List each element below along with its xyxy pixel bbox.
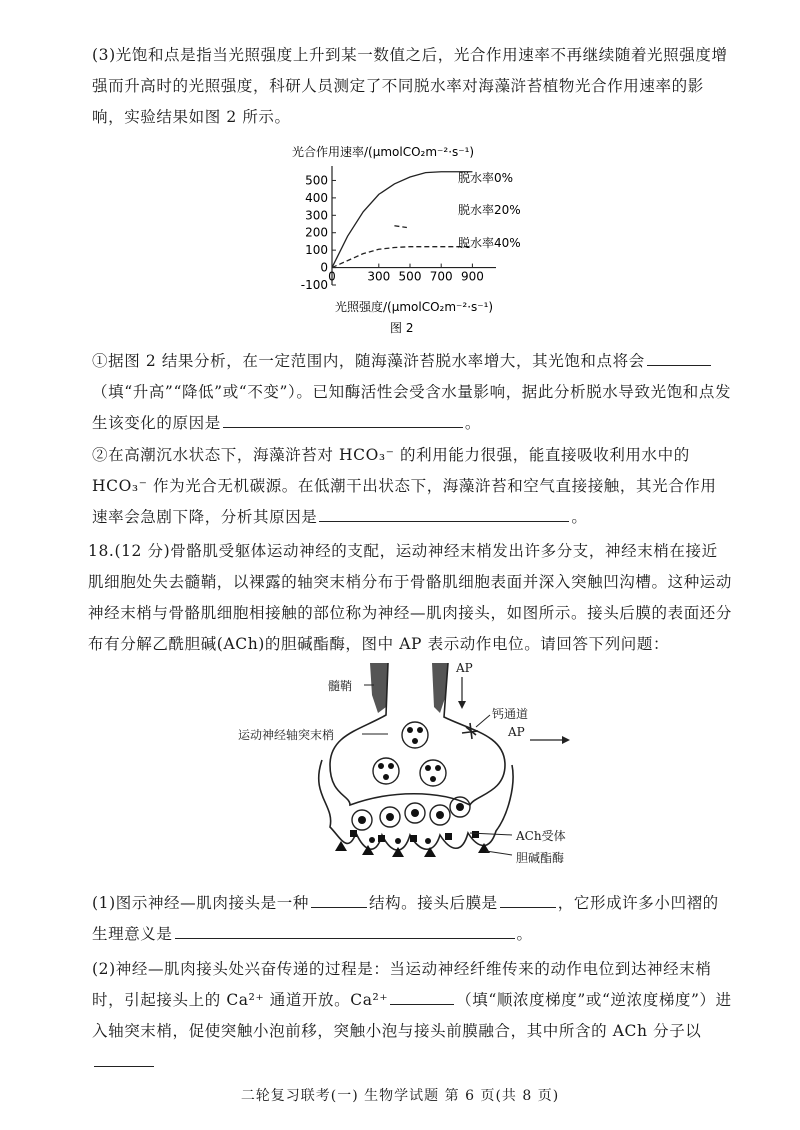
answer-blank[interactable]: [311, 889, 367, 908]
label-cholinesterase: 胆碱酯酶: [516, 851, 565, 865]
nmj-diagram: [0, 655, 800, 880]
q18-intro: 18.(12 分)骨骼肌受躯体运动神经的支配，运动神经末梢发出许多分支，神经末梢在接近肌细胞处失去髓鞘，以裸露的轴突末梢分布于骨骼肌细胞表面并深入突触凹沟槽。这种运动神经末梢与骨骼肌细胞相接触的部位称为神经—肌肉接头，如图所示。接头后膜的表面还分布有分解乙酰胆碱(ACh)的胆碱酯酶，图中 AP 表示动作电位。请回答下列问题：: [88, 542, 733, 653]
q18-sub2: [92, 954, 732, 1078]
y-tick-label: -100: [300, 278, 328, 292]
label-ach-receptor: ACh受体: [516, 829, 566, 843]
q3-sub1-end: 。: [464, 414, 481, 432]
q3-sub1-text: ①据图 2 结果分析，在一定范围内，随海藻浒苔脱水率增大，其光饱和点将会: [92, 352, 645, 370]
label-ap-top: AP: [456, 661, 473, 675]
q3-sub2-end: 。: [571, 508, 588, 526]
q3-intro: (3)光饱和点是指当光照强度上升到某一数值之后，光合作用速率不再继续随着光照强度增强而升高时的光照强度，科研人员测定了不同脱水率对海藻浒苔植物光合作用速率的影响，实验结果如图 2 所示。: [92, 46, 728, 126]
series-line: [332, 172, 472, 268]
label-ap-right: AP: [508, 725, 525, 739]
x-tick-label: 900: [460, 269, 484, 284]
label-calcium-channel: 钙通道: [492, 707, 529, 721]
chart-xlabel: 光照强度/(μmolCO₂m⁻²·s⁻¹): [335, 300, 494, 314]
series-line: [394, 226, 406, 228]
x-tick-label: 0: [328, 269, 336, 284]
x-tick-label: 500: [398, 269, 422, 284]
q3-sub2: [92, 440, 732, 533]
legend-label: 脱水率20%: [458, 203, 521, 217]
legend-label: 脱水率40%: [458, 236, 521, 250]
answer-blank[interactable]: [500, 889, 556, 908]
answer-blank[interactable]: [647, 347, 711, 366]
answer-blank[interactable]: [390, 986, 454, 1005]
nmj-diagram-svg: [0, 655, 800, 880]
label-myelin: 髓鞘: [328, 679, 353, 693]
figure-2-chart: [0, 140, 800, 340]
chart-caption: 图 2: [390, 321, 414, 335]
q3-sub1-text2: （填“升高”“降低”或“不变”）。已知酶活性会受含水量影响，据此分析脱水导致光饱和点发生该变化的原因是: [92, 383, 732, 432]
y-tick-label: 300: [305, 208, 328, 223]
x-tick-label: 700: [429, 269, 453, 284]
q18-sub1-text3: ，它形成许多小凹褶的生理意义是: [92, 894, 719, 943]
q18-sub2-text: (2)神经—肌肉接头处兴奋传递的过程是：当运动神经纤维传来的动作电位到达神经末梢时，引起接头上的 Ca²⁺ 通道开放。Ca²⁺: [92, 960, 712, 1009]
answer-blank[interactable]: [223, 409, 463, 428]
ach-molecules: [358, 727, 464, 844]
y-tick-label: 500: [305, 173, 328, 188]
chart-ylabel: 光合作用速率/(μmolCO₂m⁻²·s⁻¹): [292, 145, 475, 159]
q18-sub1-text: (1)图示神经—肌肉接头是一种: [92, 894, 309, 912]
myelin-left: [370, 663, 388, 713]
q18-sub1: [92, 888, 732, 950]
axon-outline: [330, 663, 505, 805]
x-tick-label: 300: [367, 269, 391, 284]
page-footer: 二轮复习联考(一) 生物学试题 第 6 页(共 8 页): [240, 1088, 560, 1104]
q18-sub1-text2: 结构。接头后膜是: [368, 894, 498, 912]
q3-sub1: [92, 346, 732, 439]
vesicles: [352, 722, 470, 830]
label-axon-terminal: 运动神经轴突末梢: [238, 728, 335, 742]
y-tick-label: 400: [305, 190, 328, 205]
legend-label: 脱水率0%: [458, 171, 514, 185]
answer-blank[interactable]: [175, 920, 515, 939]
y-tick-label: 200: [305, 225, 328, 240]
y-tick-label: 100: [305, 243, 328, 258]
cholinesterase-marks: [335, 841, 490, 857]
q3-sub2-text: ②在高潮沉水状态下，海藻浒苔对 HCO₃⁻ 的利用能力很强，能直接吸收利用水中的 HCO₃⁻ 作为光合无机碳源。在低潮干出状态下，海藻浒苔和空气直接接触，其光合作用速率会急剧下降，分析其原因是: [92, 446, 717, 526]
q18-sub2-text2: （填“顺浓度梯度”或“逆浓度梯度”）进入轴突末梢，促使突触小泡前移，突触小泡与接头前膜融合，其中所含的 ACh 分子以: [92, 991, 732, 1040]
answer-blank[interactable]: [94, 1048, 154, 1067]
series-line: [332, 247, 472, 268]
answer-blank[interactable]: [319, 503, 569, 522]
q18-sub1-end: 。: [516, 925, 533, 943]
y-tick-label: 0: [320, 260, 328, 275]
